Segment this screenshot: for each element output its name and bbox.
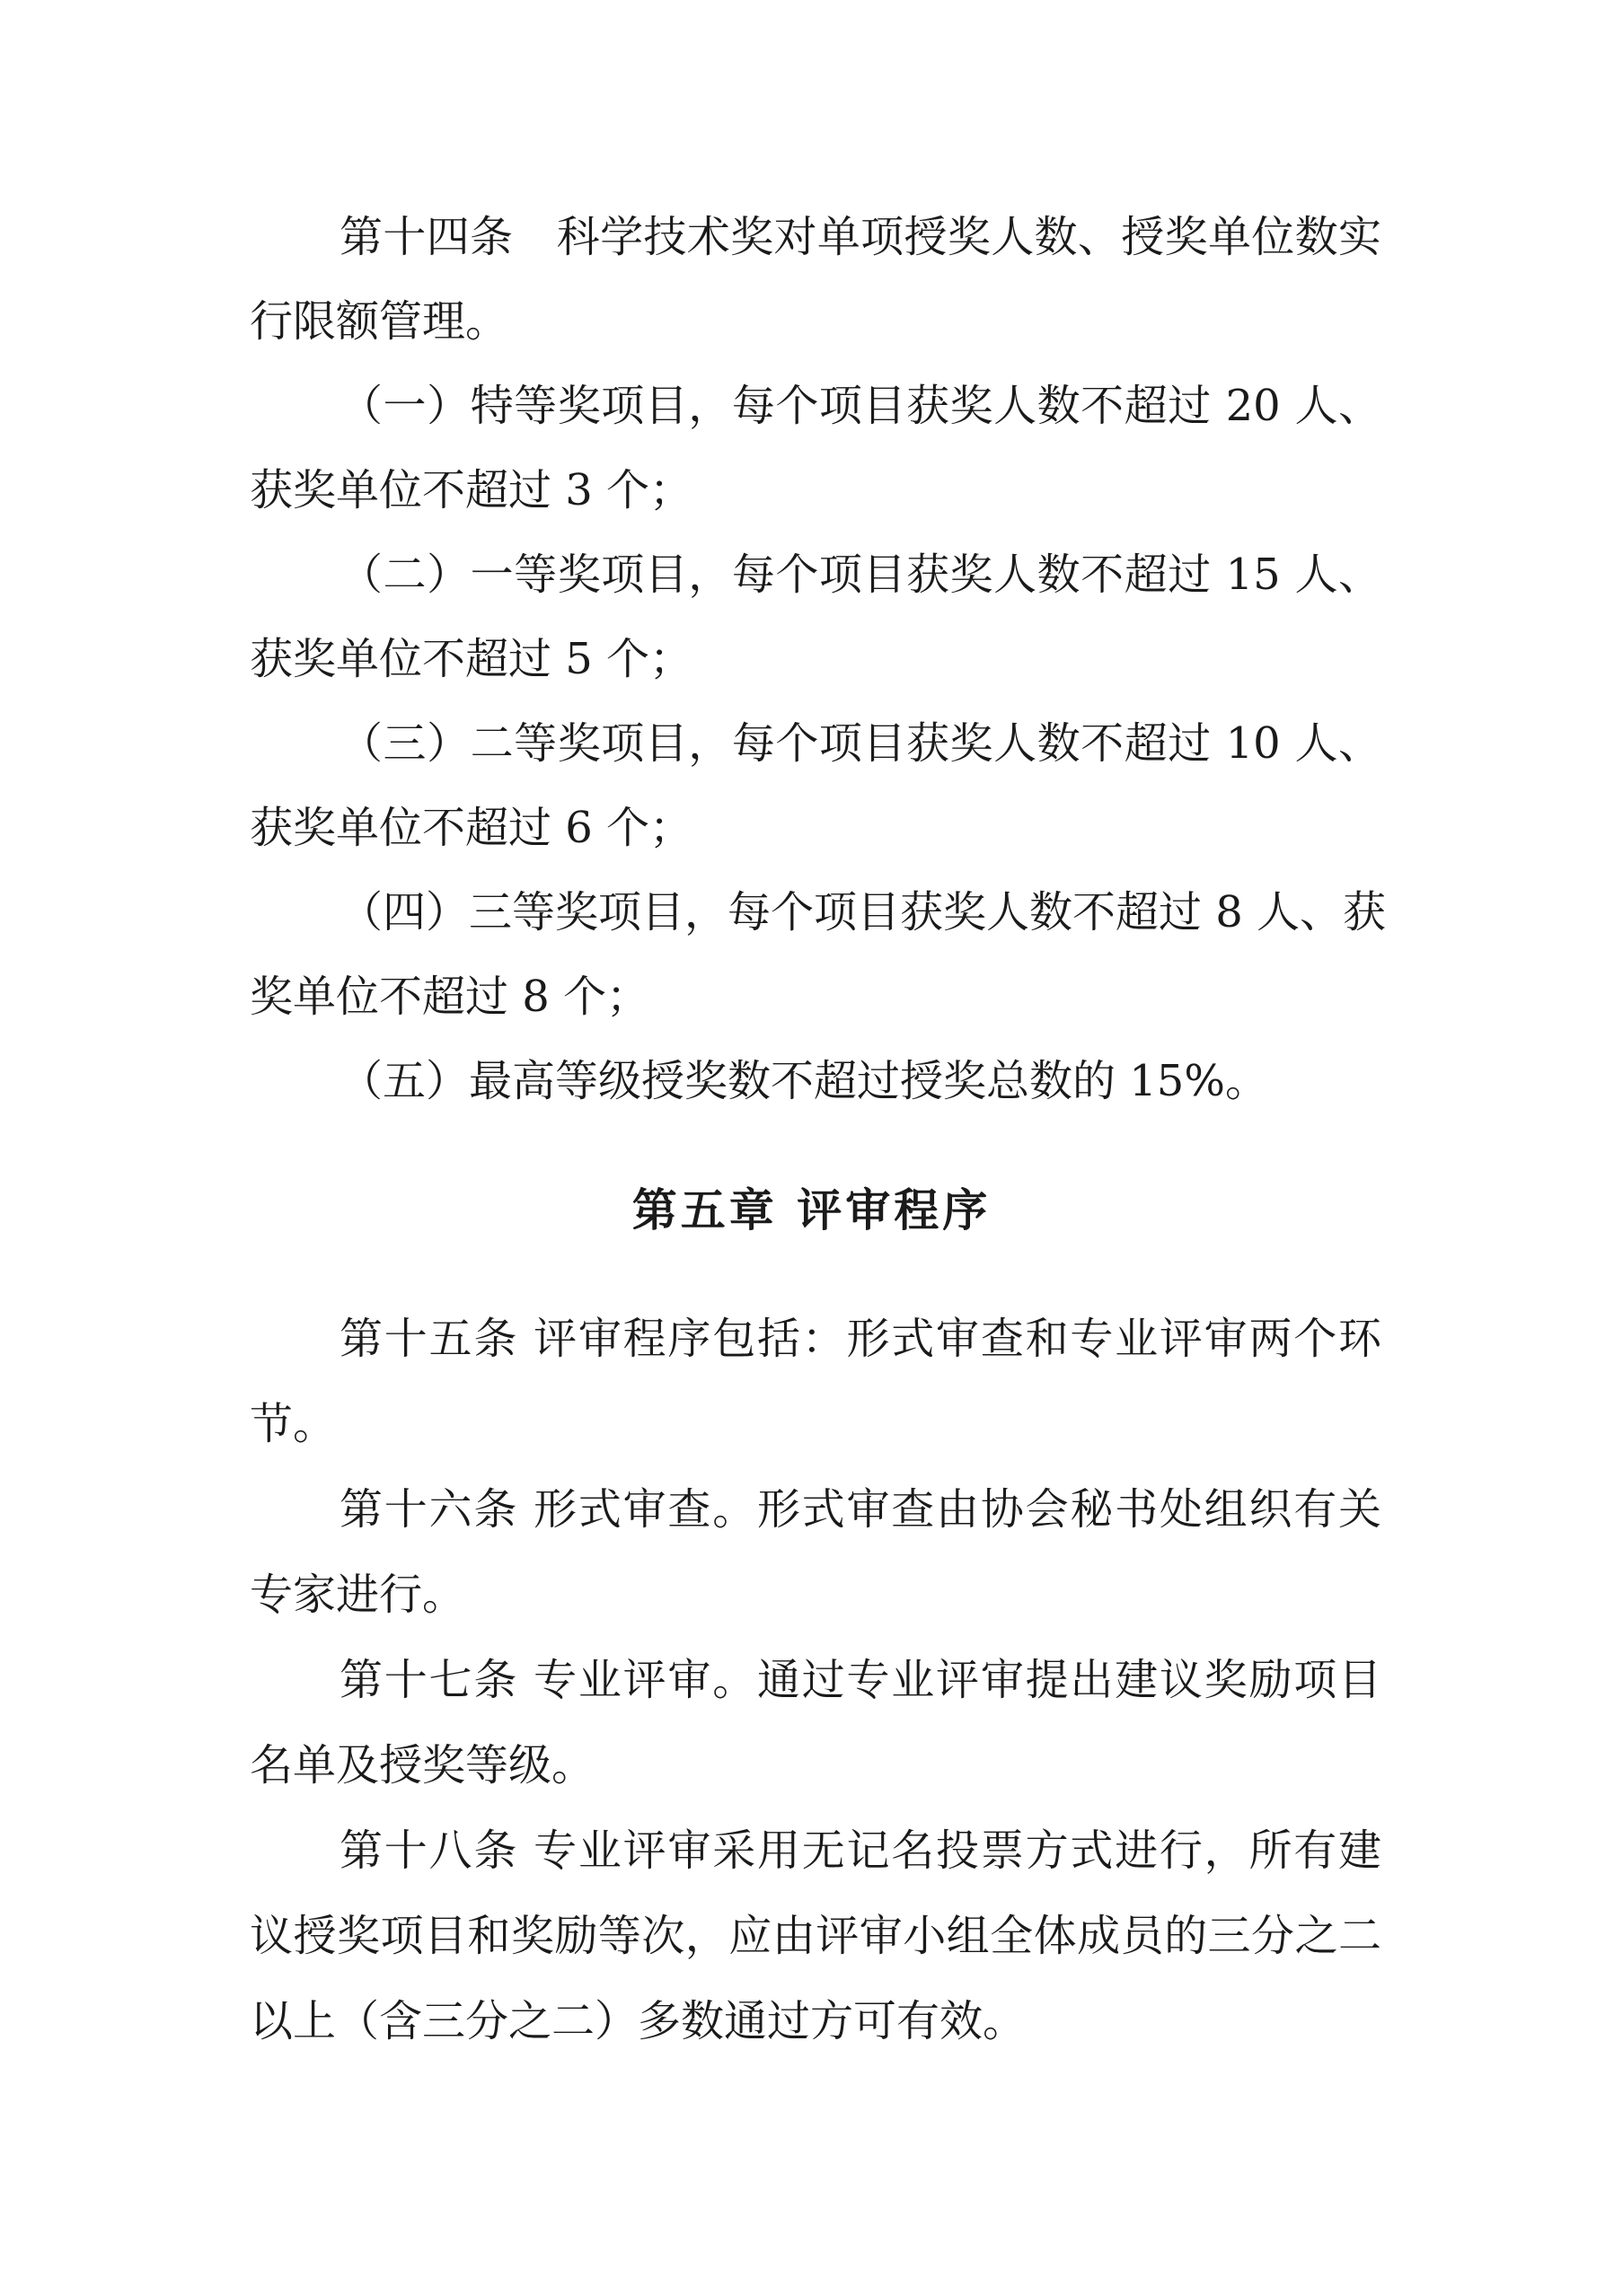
article-15-line-1: 第十五条 评审程序包括：形式审查和专业评审两个环 [340,1314,1381,1364]
article-18-line-1: 第十八条 专业评审采用无记名投票方式进行，所有建 [340,1825,1381,1876]
chapter-title: 第五章 评审程序 [631,1184,992,1236]
item-3-line-2: 获奖单位不超过 6 个； [250,803,693,853]
article-14-line-1: 第十四条 科学技术奖对单项授奖人数、授奖单位数实 [340,212,1381,262]
item-4-line-1: （四）三等奖项目，每个项目获奖人数不超过 8 人、获 [340,887,1387,937]
item-3-line-1: （三）二等奖项目，每个项目获奖人数不超过 10 人、 [340,718,1381,769]
item-5-line-1: （五）最高等级授奖数不超过授奖总数的 15%。 [340,1056,1268,1106]
article-14-line-2: 行限额管理。 [250,296,509,347]
article-17-line-2: 名单及授奖等级。 [250,1740,595,1790]
article-16-line-2: 专家进行。 [250,1570,466,1620]
item-4-line-2: 奖单位不超过 8 个； [250,972,650,1022]
item-2-line-1: （二）一等奖项目，每个项目获奖人数不超过 15 人、 [340,550,1381,600]
article-18-line-3: 以上（含三分之二）多数通过方可有效。 [250,1996,1027,2046]
article-18-line-2: 议授奖项目和奖励等次，应由评审小组全体成员的三分之二 [250,1911,1381,1961]
article-17-line-1: 第十七条 专业评审。通过专业评审提出建议奖励项目 [340,1655,1381,1705]
item-1-line-1: （一）特等奖项目，每个项目获奖人数不超过 20 人、 [340,381,1381,431]
item-2-line-2: 获奖单位不超过 5 个； [250,634,693,684]
article-15-line-2: 节。 [250,1399,337,1449]
article-16-line-1: 第十六条 形式审查。形式审查由协会秘书处组织有关 [340,1484,1381,1535]
item-1-line-2: 获奖单位不超过 3 个； [250,465,693,515]
